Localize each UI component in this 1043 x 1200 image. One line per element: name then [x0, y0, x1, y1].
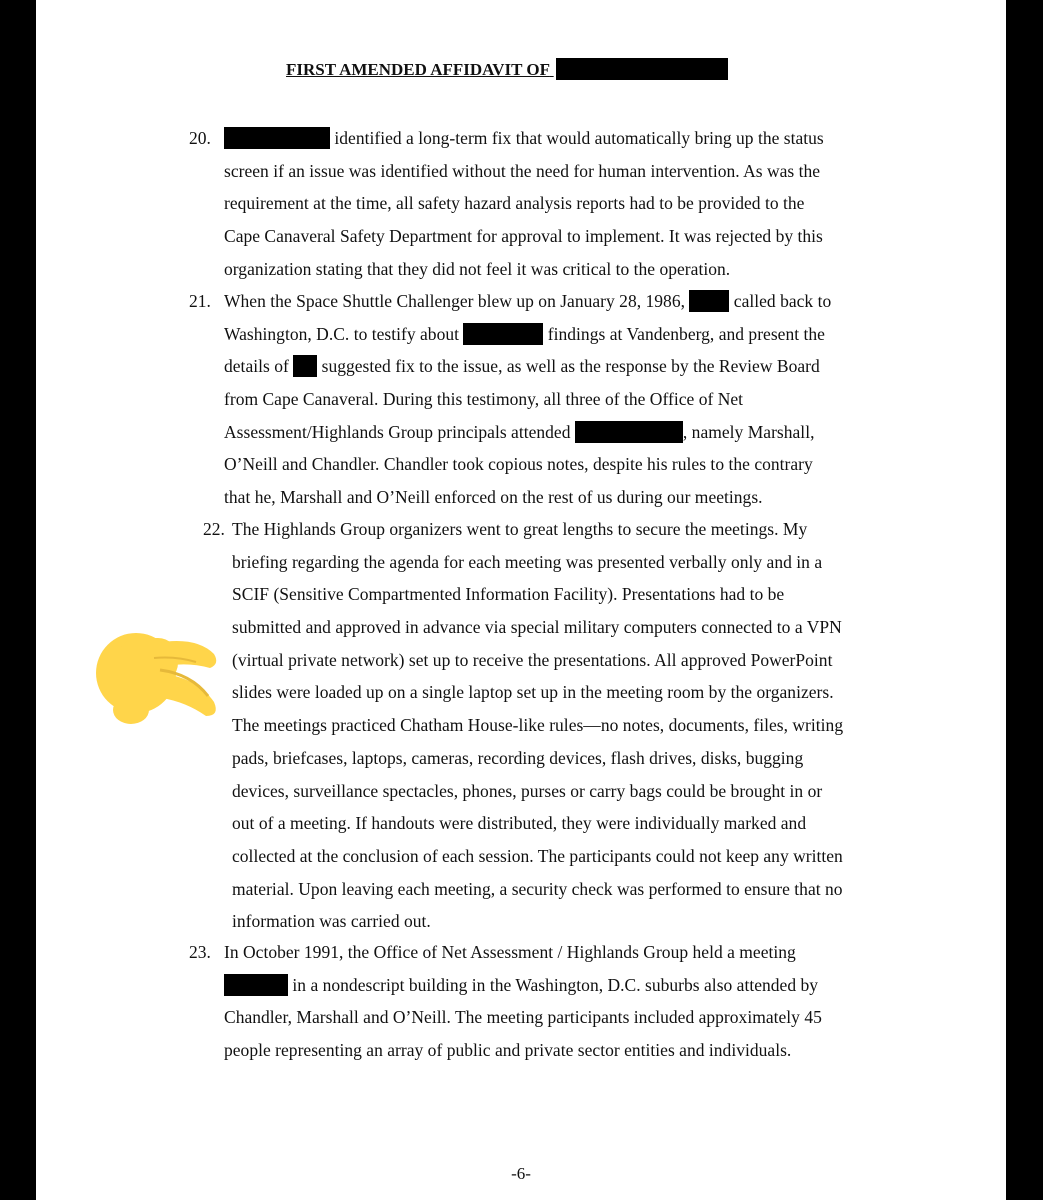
- paragraph-line: information was carried out.: [232, 911, 431, 932]
- paragraph-line: Chandler, Marshall and O’Neill. The meeting participants included approximately 45: [224, 1007, 822, 1028]
- paragraph-line: screen if an issue was identified without the need for human intervention. As was the: [224, 160, 821, 181]
- redaction-block: [224, 127, 330, 149]
- paragraph-line: material. Upon leaving each meeting, a security check was performed to ensure that no: [232, 878, 843, 899]
- paragraph-line: The Highlands Group organizers went to great lengths to secure the meetings. My: [232, 519, 808, 539]
- paragraph-line: Cape Canaveral Safety Department for approval to implement. It was rejected by this: [224, 226, 823, 247]
- document-page: [36, 0, 1006, 1200]
- title-text: FIRST AMENDED AFFIDAVIT OF: [286, 60, 550, 79]
- paragraph-line: people representing an array of public and private sector entities and individuals.: [224, 1040, 792, 1061]
- paragraph-line: that he, Marshall and O’Neill enforced on the rest of us during our meetings.: [224, 487, 763, 508]
- paragraph-line: O’Neill and Chandler. Chandler took copious notes, despite his rules to the contrary: [224, 454, 813, 475]
- pointing-hand-emoji-icon: [96, 618, 266, 743]
- paragraph-line: identified a long-term fix that would automatically bring up the status: [224, 122, 824, 155]
- paragraph-line: Assessment/Highlands Group principals attended , namely Marshall,: [224, 421, 815, 442]
- paragraph-line: organization stating that they did not feel it was critical to the operation.: [224, 258, 731, 279]
- paragraph-line: Washington, D.C. to testify about findings at Vandenberg, and present the: [224, 323, 825, 344]
- paragraph-number: 21.: [189, 291, 211, 311]
- redaction-block: [575, 421, 683, 443]
- paragraph-line: The meetings practiced Chatham House-like rules—no notes, documents, files, writing: [232, 715, 844, 736]
- page-number: -6-: [511, 1164, 531, 1183]
- paragraph-number: 20.: [189, 128, 211, 148]
- paragraph-line: slides were loaded up on a single laptop set up in the meeting room by the organizers.: [232, 682, 834, 703]
- redaction-block: [556, 58, 728, 80]
- document-title: [286, 56, 728, 84]
- redaction-block: [689, 290, 729, 312]
- paragraph-line: devices, surveillance spectacles, phones, purses or carry bags could be brought in or: [232, 780, 823, 801]
- paragraph-line: briefing regarding the agenda for each meeting was presented verbally only and in a: [232, 551, 823, 572]
- redaction-block: [224, 974, 288, 996]
- paragraph-line: in a nondescript building in the Washington, D.C. suburbs also attended by: [224, 969, 822, 1002]
- paragraph-line: SCIF (Sensitive Compartmented Information Facility). Presentations had to be: [232, 584, 785, 605]
- paragraph-line: details of suggested fix to the issue, as well as the response by the Review Board: [224, 356, 820, 377]
- paragraph-line: requirement at the time, all safety hazard analysis reports had to be provided to the: [224, 193, 805, 214]
- paragraph-line: from Cape Canaveral. During this testimony, all three of the Office of Net: [224, 389, 744, 410]
- redaction-block: [463, 323, 543, 345]
- paragraph-line: pads, briefcases, laptops, cameras, recording devices, flash drives, disks, bugging: [232, 747, 804, 768]
- paragraph-line: collected at the conclusion of each session. The participants could not keep any written: [232, 845, 843, 866]
- paragraph-line: In October 1991, the Office of Net Assessment / Highlands Group held a meeting: [224, 942, 796, 962]
- paragraph-number: 22.: [203, 519, 225, 539]
- paragraph-line: When the Space Shuttle Challenger blew up on January 28, 1986, called back to: [224, 291, 832, 311]
- paragraph-number: 23.: [189, 942, 211, 962]
- paragraph-line: (virtual private network) set up to receive the presentations. All approved PowerPoint: [232, 649, 833, 670]
- paragraph-line: out of a meeting. If handouts were distributed, they were individually marked and: [232, 813, 807, 834]
- paragraph-line: submitted and approved in advance via special military computers connected to a VPN: [232, 617, 842, 638]
- redaction-block: [293, 355, 317, 377]
